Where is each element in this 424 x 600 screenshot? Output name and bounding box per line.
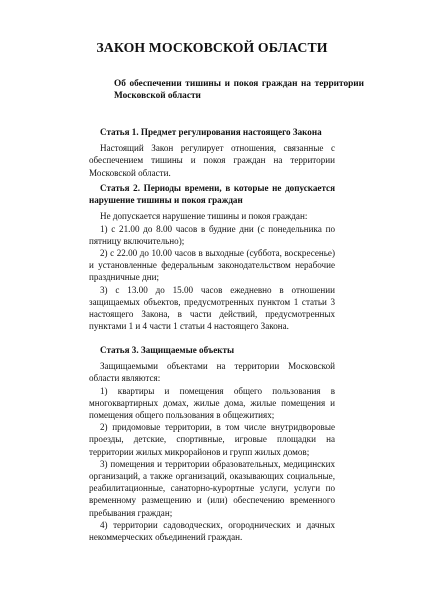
document-title: ЗАКОН МОСКОВСКОЙ ОБЛАСТИ	[96, 40, 328, 55]
article-3-item: 4) территории садоводческих, огороднических и дачных некоммерческих объединений граждан.	[89, 519, 335, 543]
article-2	[89, 182, 335, 332]
article-3-item: 1) квартиры и помещения общего пользования в многоквартирных домах, жилые дома, жилые помещения и помещения общего пользования в общежитиях;	[89, 385, 335, 421]
article-2-heading: Статья 2. Периоды времени, в которые не допускается нарушение тишины и покоя граждан	[89, 183, 335, 206]
article-2-item: 2) с 22.00 до 10.00 часов в выходные (суббота, воскресенье) и установленные федеральным законодательством нерабочие праздничные дни;	[89, 248, 335, 283]
document-subtitle: Об обеспечении тишины и покоя граждан на территории Московской области	[114, 79, 364, 102]
article-3-intro: Защищаемыми объектами на территории Московской области являются:	[89, 361, 335, 384]
article-1-text: Настоящий Закон регулирует отношения, связанные с обеспечением тишины и покоя граждан на территории Московской области.	[89, 143, 335, 178]
article-3	[89, 344, 335, 543]
article-3-heading: Статья 3. Защищаемые объекты	[100, 345, 235, 355]
article-2-intro: Не допускается нарушение тишины и покоя граждан:	[100, 211, 308, 222]
article-3-item: 3) помещения и территории образовательных, медицинских организаций, а также организаций, оказывающих социальные, реабилитационные, санаторно-курортные услуги, услуги по временному размещению и (или) обеспечению временного пребывания граждан;	[89, 458, 335, 518]
article-1	[89, 126, 335, 179]
article-2-item: 3) с 13.00 до 15.00 часов ежедневно в отношении защищаемых объектов, предусмотренных пунктом 1 статьи 3 настоящего Закона, в части действий, предусмотренных пунктами 1 и 4 части 1 статьи 4 настоящего Закона.	[89, 284, 335, 332]
article-2-item: 1) с 21.00 до 8.00 часов в будние дни (с понедельника по пятницу включительно);	[89, 223, 335, 246]
article-3-item: 2) придомовые территории, в том числе внутридворовые проезды, детские, спортивные, игровые площадки на территории жилых микрорайонов и групп жилых домов;	[89, 422, 335, 457]
article-1-heading: Статья 1. Предмет регулирования настоящего Закона	[100, 127, 322, 137]
